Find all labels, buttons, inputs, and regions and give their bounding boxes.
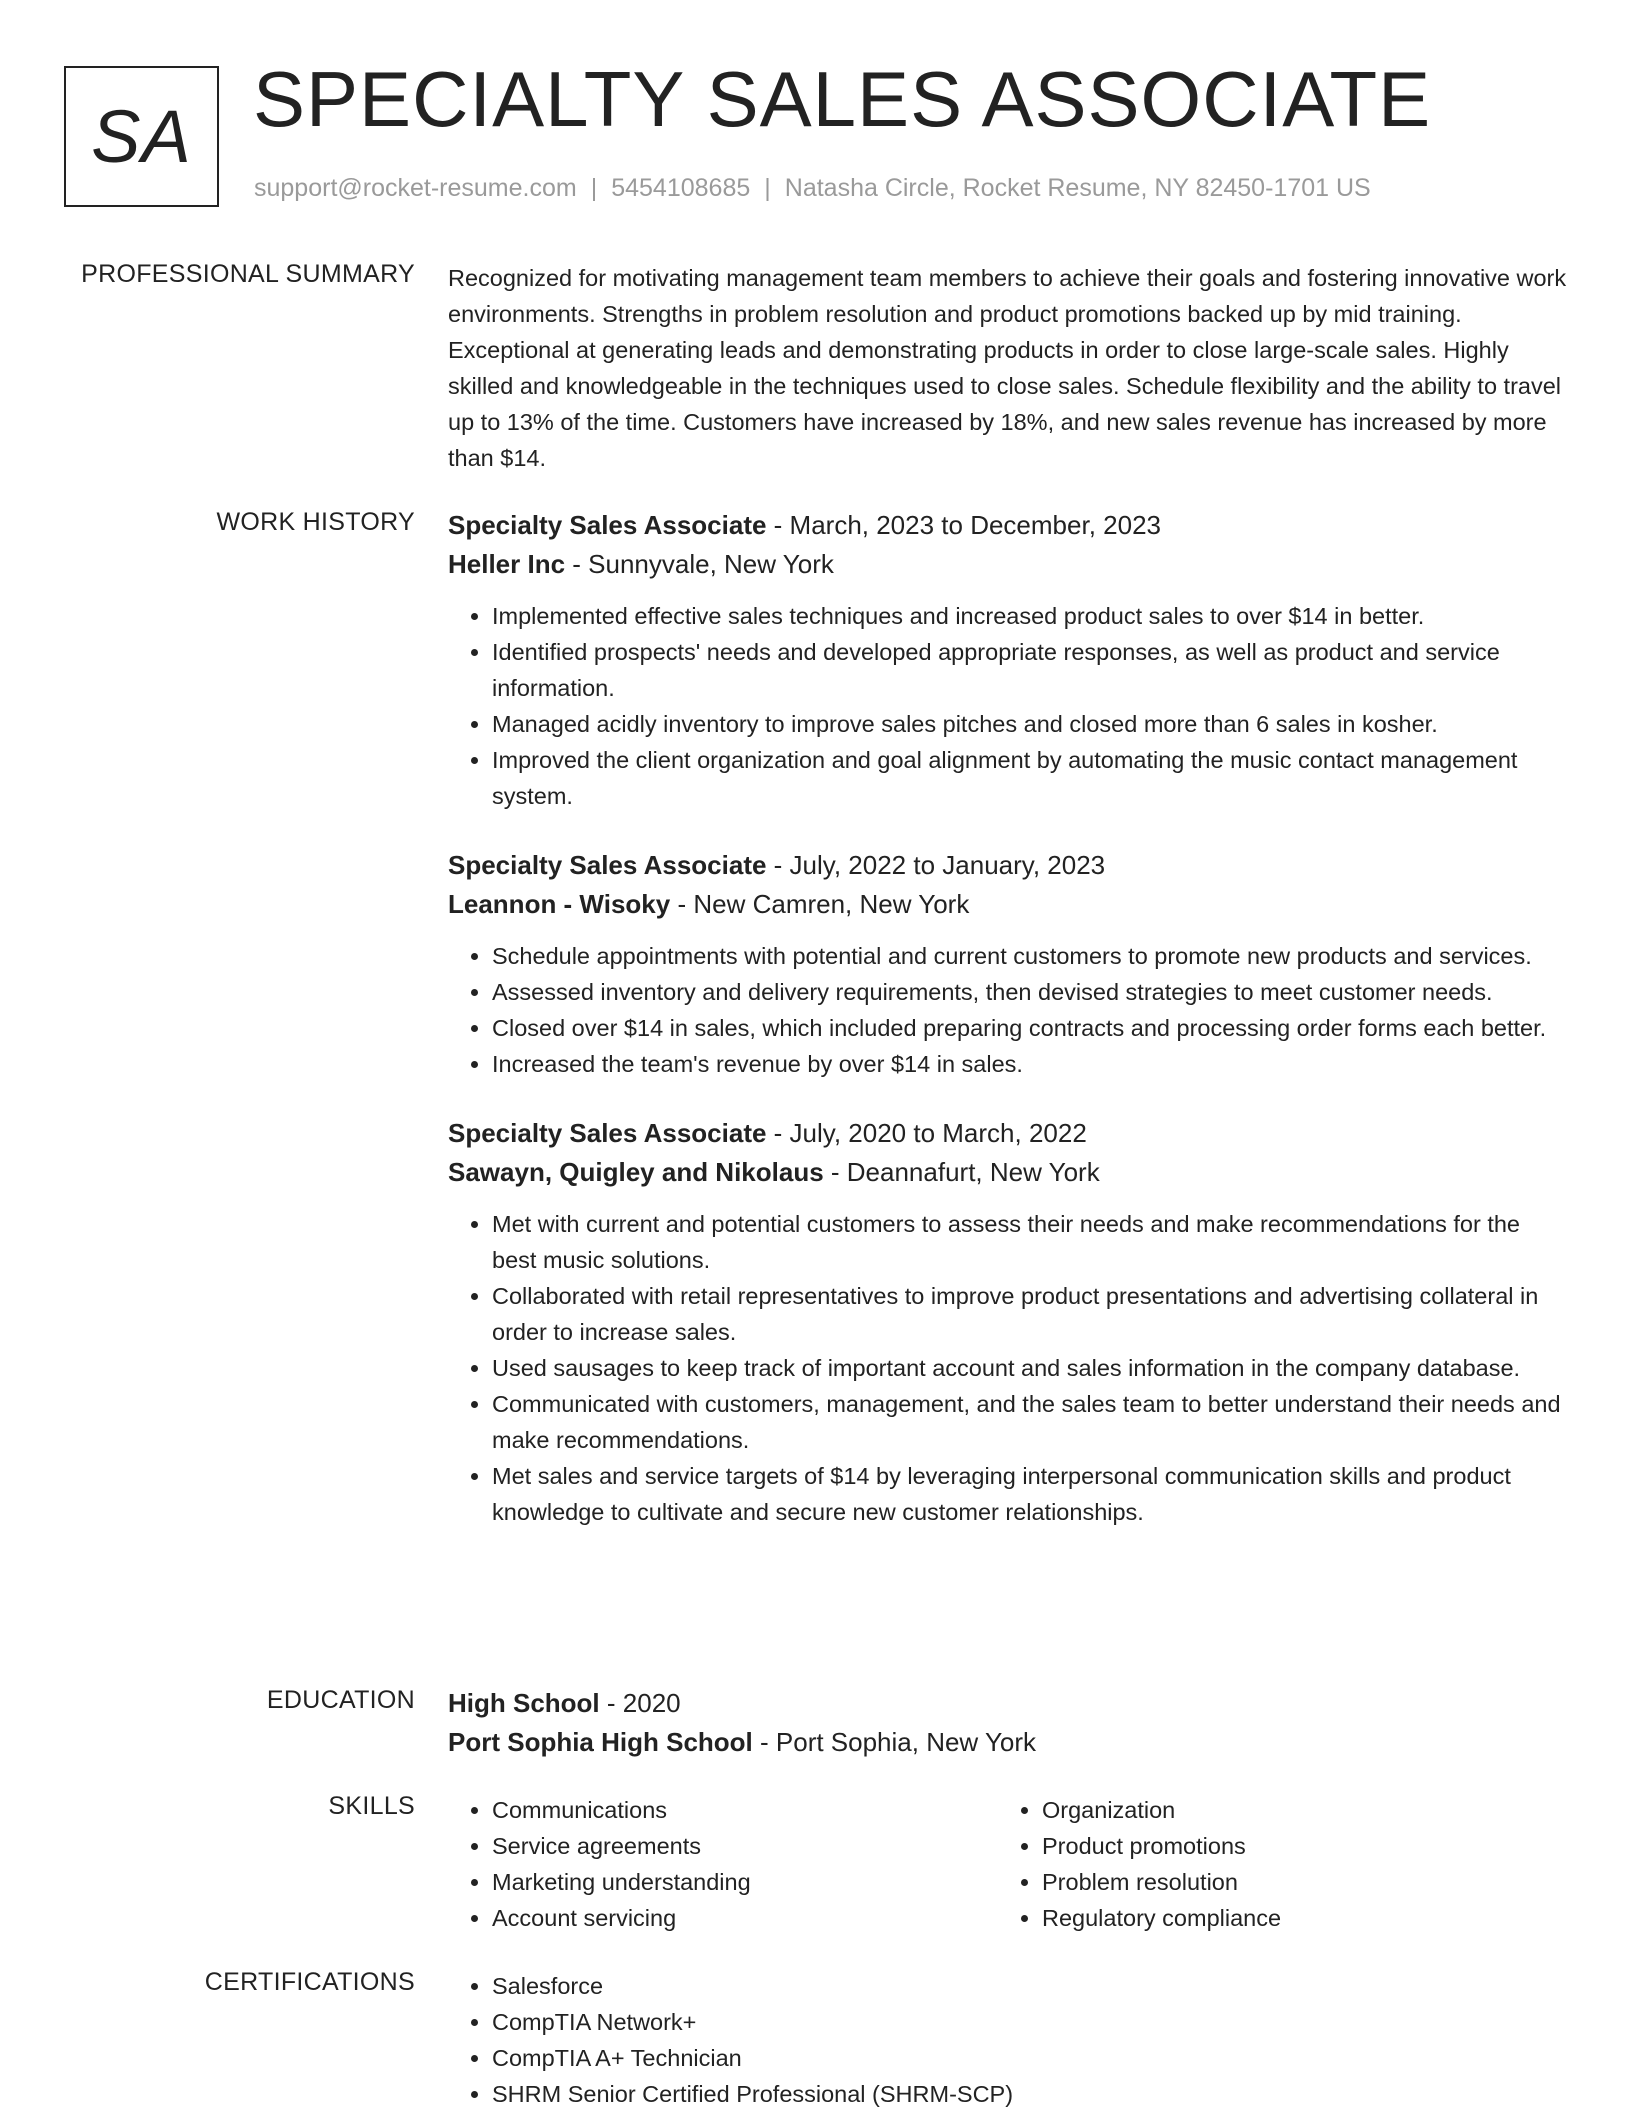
job-bullets: [448, 1206, 1568, 1530]
skills-body: [448, 1792, 1568, 1936]
contact-line: [254, 174, 1371, 203]
skills-column-right: [998, 1792, 1548, 1936]
job-bullet: • Improved the client organization and goal alignment by automating the music contact management system.: [492, 742, 1568, 814]
contact-phone[interactable]: 5454108685: [611, 174, 751, 202]
job-title-line: [448, 506, 1568, 545]
job-bullet: • Closed over $14 in sales, which included preparing contracts and processing order forms each better.: [492, 1010, 1568, 1046]
education-degree: High School: [448, 1688, 600, 1718]
skill-item: • Service agreements: [492, 1828, 998, 1864]
job-location: - Deannafurt, New York: [823, 1157, 1100, 1187]
education-school-line: [448, 1723, 1568, 1762]
certification-item: • CompTIA A+ Technician: [492, 2040, 1568, 2076]
certifications-list: [448, 1968, 1568, 2112]
education-degree-line: [448, 1684, 1568, 1723]
job-title-line: [448, 846, 1568, 885]
section-heading-work: WORK HISTORY: [216, 508, 415, 536]
job-company: Leannon - Wisoky: [448, 889, 671, 919]
certification-item: • CompTIA Network+: [492, 2004, 1568, 2040]
education-school: Port Sophia High School: [448, 1727, 753, 1757]
section-heading-summary: PROFESSIONAL SUMMARY: [81, 260, 415, 288]
skill-item: • Account servicing: [492, 1900, 998, 1936]
job-bullet: • Increased the team's revenue by over $14 in sales.: [492, 1046, 1568, 1082]
skill-item: • Product promotions: [1042, 1828, 1548, 1864]
skill-item: • Problem resolution: [1042, 1864, 1548, 1900]
skills-grid: [448, 1792, 1568, 1936]
skill-item: • Communications: [492, 1792, 998, 1828]
education-year: - 2020: [599, 1688, 681, 1718]
job-bullets: [448, 598, 1568, 814]
education-body: [448, 1684, 1568, 1762]
job-title-line: [448, 1114, 1568, 1153]
job-location: - Sunnyvale, New York: [565, 549, 834, 579]
job-bullet: • Used sausages to keep track of important account and sales information in the company database.: [492, 1350, 1568, 1386]
job-bullet: • Identified prospects' needs and developed appropriate responses, as well as product and service information.: [492, 634, 1568, 706]
job-entry: [448, 506, 1568, 814]
job-bullet: • Met sales and service targets of $14 by leveraging interpersonal communication skills and product knowledge to cultivate and secure new customer relationships.: [492, 1458, 1568, 1530]
contact-separator: |: [764, 174, 771, 202]
skill-item: • Organization: [1042, 1792, 1548, 1828]
job-company-line: [448, 1153, 1568, 1192]
job-company: Heller Inc: [448, 549, 566, 579]
job-bullet: • Schedule appointments with potential and current customers to promote new products and services.: [492, 938, 1568, 974]
skill-item: • Marketing understanding: [492, 1864, 998, 1900]
monogram-initials: SA: [91, 95, 192, 178]
contact-email[interactable]: support@rocket-resume.com: [254, 174, 577, 202]
job-entry: [448, 1114, 1568, 1530]
skill-item: • Regulatory compliance: [1042, 1900, 1548, 1936]
section-heading-certifications: CERTIFICATIONS: [204, 1968, 415, 1996]
certification-item: • SHRM Senior Certified Professional (SHRM-SCP): [492, 2076, 1568, 2112]
job-bullet: • Implemented effective sales techniques and increased product sales to over $14 in better.: [492, 598, 1568, 634]
education-location: - Port Sophia, New York: [752, 1727, 1037, 1757]
certification-item: • Salesforce: [492, 1968, 1568, 2004]
summary-body: [448, 260, 1568, 476]
job-bullet: • Communicated with customers, management, and the sales team to better understand their needs and make recommendations.: [492, 1386, 1568, 1458]
job-location: - New Camren, New York: [670, 889, 970, 919]
job-bullet: • Assessed inventory and delivery requirements, then devised strategies to meet customer needs.: [492, 974, 1568, 1010]
contact-separator: |: [590, 174, 598, 202]
job-dates: - July, 2020 to March, 2022: [766, 1118, 1087, 1148]
job-title: Specialty Sales Associate: [448, 850, 767, 880]
work-history-body: [448, 506, 1568, 1546]
job-bullet: • Met with current and potential customers to assess their needs and make recommendations for the best music solutions.: [492, 1206, 1568, 1278]
job-company-line: [448, 885, 1568, 924]
monogram-box: [64, 66, 219, 207]
skills-list: [998, 1792, 1548, 1936]
job-dates: - July, 2022 to January, 2023: [766, 850, 1106, 880]
job-bullets: [448, 938, 1568, 1082]
skills-column-left: [448, 1792, 998, 1936]
job-title: Specialty Sales Associate: [448, 1118, 767, 1148]
section-heading-education: EDUCATION: [266, 1686, 415, 1714]
job-bullet: • Collaborated with retail representatives to improve product presentations and advertising collateral in order to increase sales.: [492, 1278, 1568, 1350]
job-entry: [448, 846, 1568, 1082]
job-title: Specialty Sales Associate: [448, 510, 767, 540]
job-company-line: [448, 545, 1568, 584]
resume-title: SPECIALTY SALES ASSOCIATE: [253, 55, 1432, 143]
summary-text: Recognized for motivating management team members to achieve their goals and fostering innovative work environments. Strengths in problem resolution and product promotions backed up by mid training. Exceptional at generating leads and demonstrating products in order to close large-scale sales. Highly skilled and knowledgeable in the techniques used to close sales. Schedule flexibility and the ability to travel up to 13% of the time. Customers have increased by 18%, and new sales revenue has increased by more than $14.: [448, 265, 1567, 471]
section-heading-skills: SKILLS: [328, 1792, 415, 1820]
skills-list: [448, 1792, 998, 1936]
job-bullet: • Managed acidly inventory to improve sales pitches and closed more than 6 sales in kosher.: [492, 706, 1568, 742]
certifications-body: [448, 1968, 1568, 2112]
job-company: Sawayn, Quigley and Nikolaus: [448, 1157, 824, 1187]
contact-address: Natasha Circle, Rocket Resume, NY 82450-1701 US: [784, 174, 1371, 202]
job-dates: - March, 2023 to December, 2023: [766, 510, 1161, 540]
